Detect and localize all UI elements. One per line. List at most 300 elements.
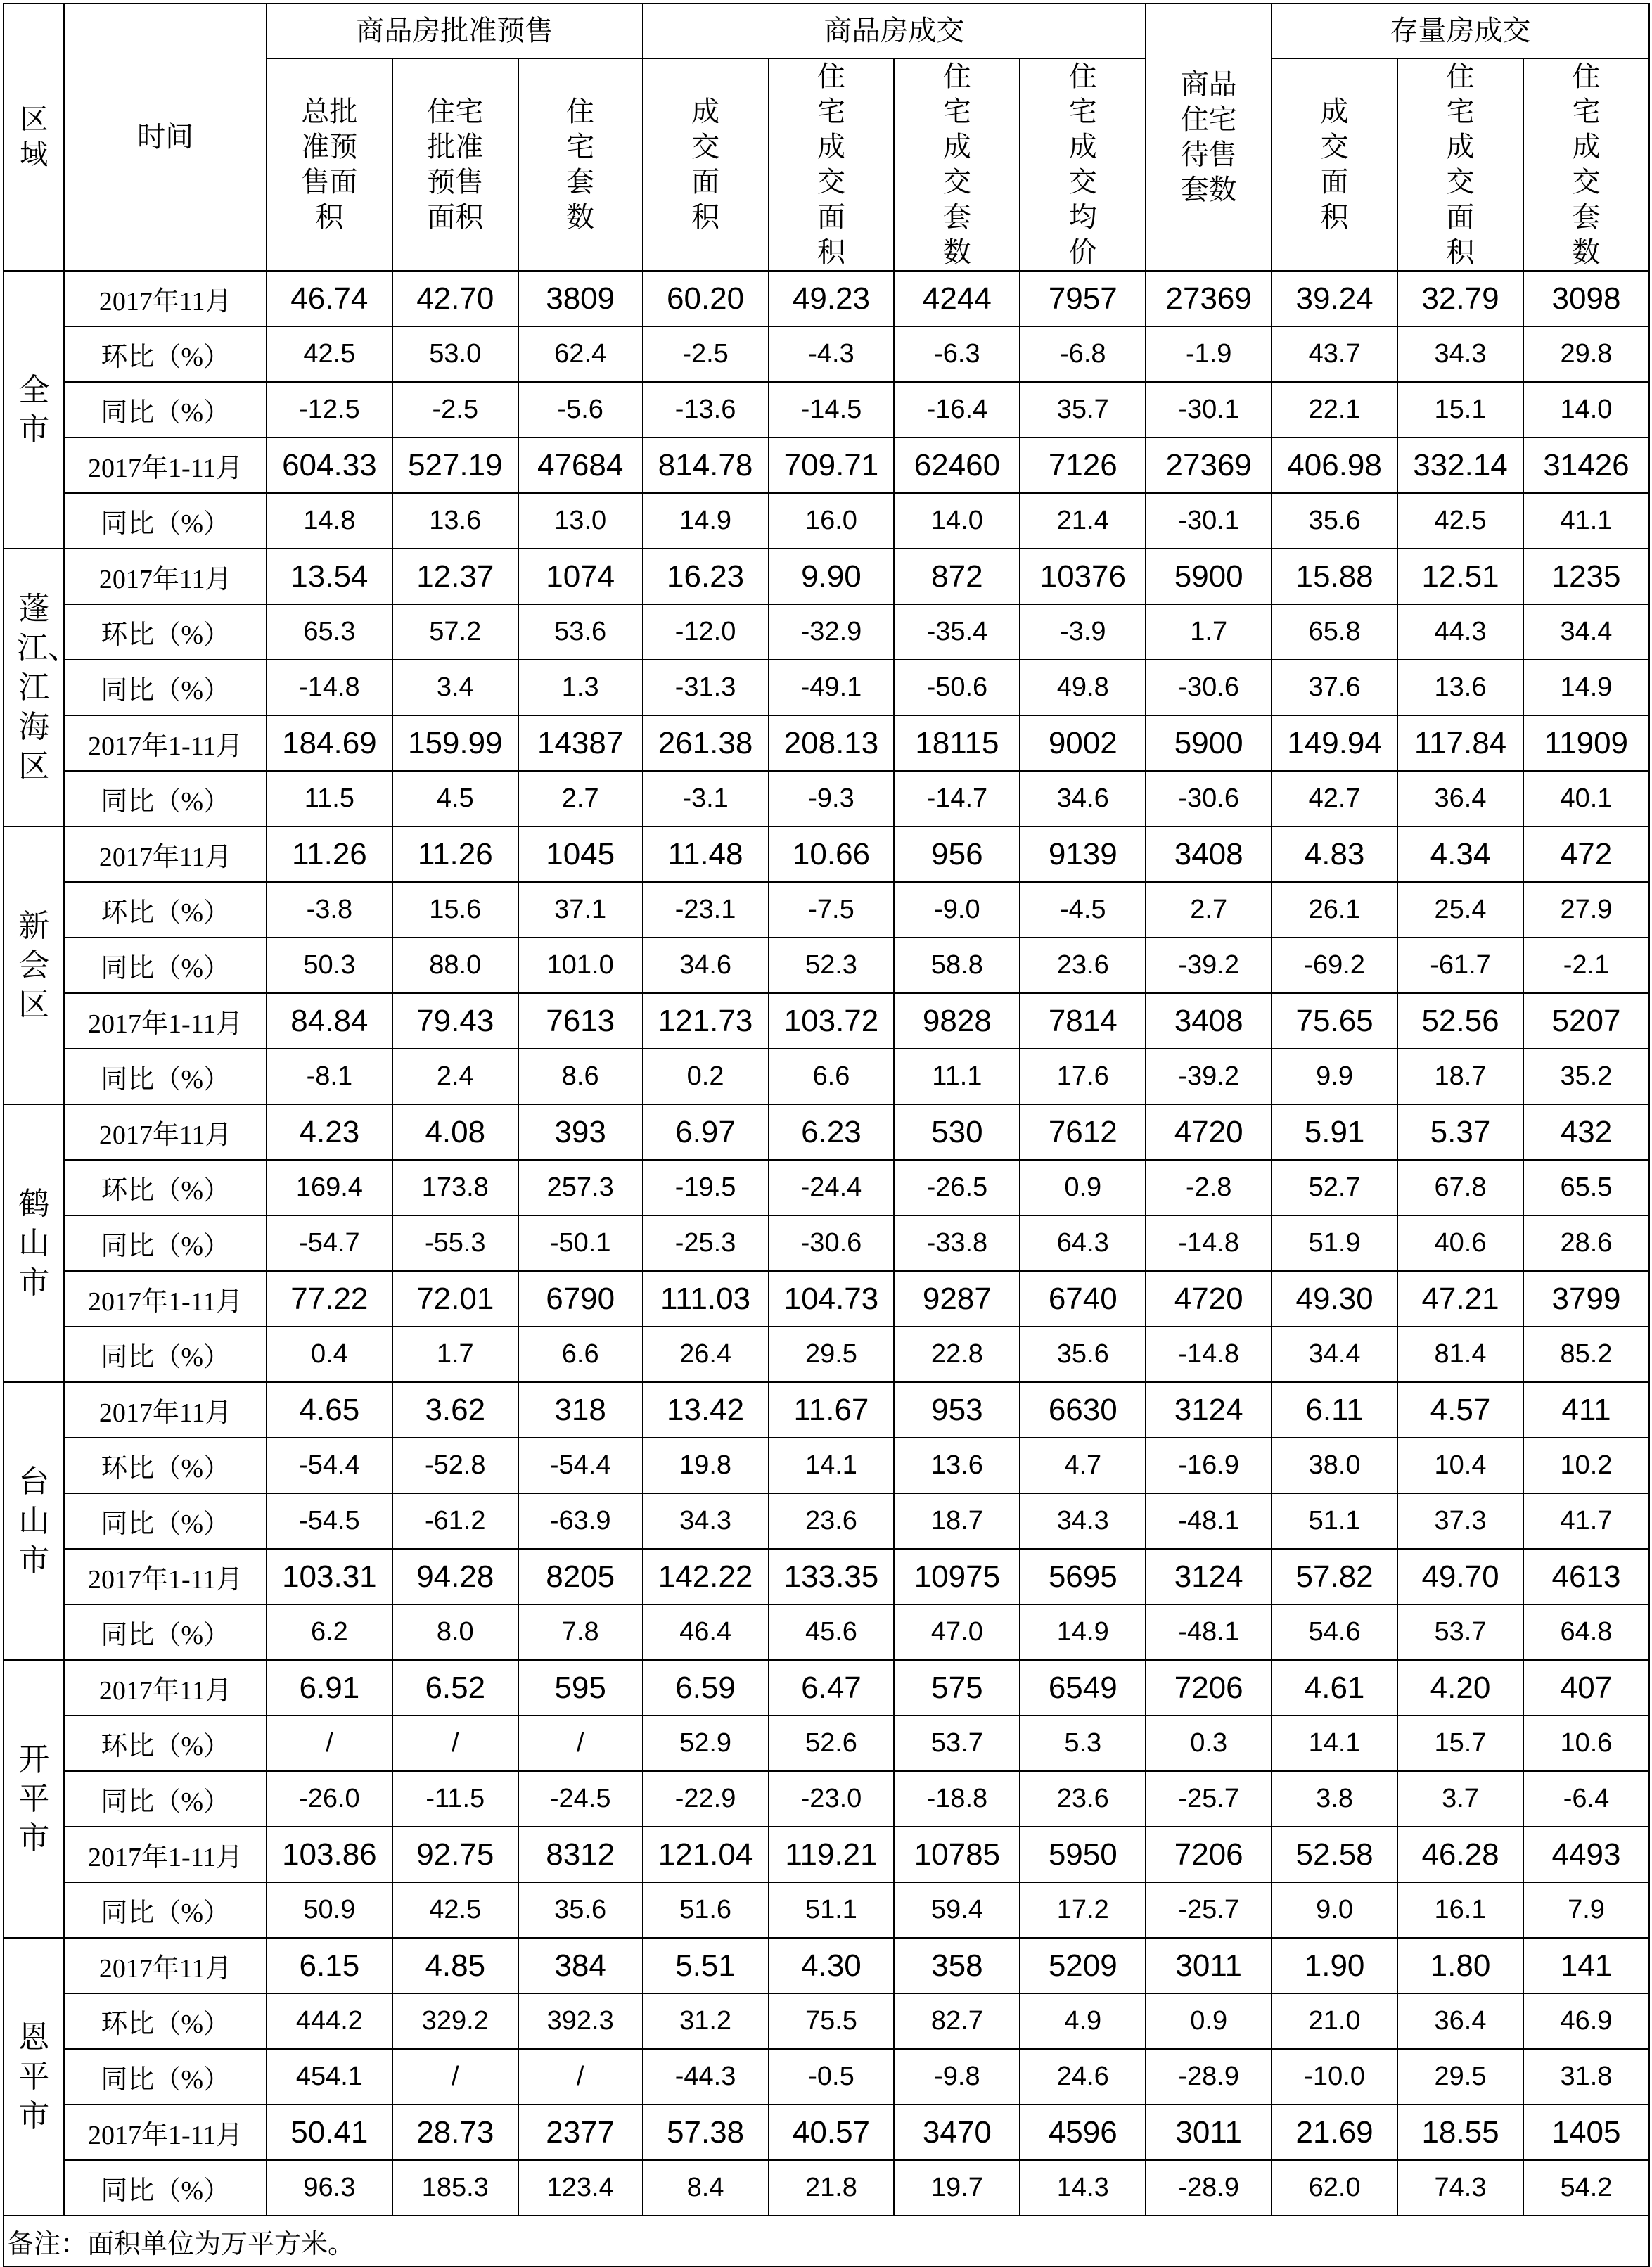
table-cell: 4596 (1020, 2105, 1146, 2160)
table-cell: 4.23 (267, 1104, 392, 1160)
table-cell: -50.1 (518, 1215, 643, 1271)
table-cell: 46.9 (1523, 1993, 1649, 2049)
column-header: 成交面积 (643, 58, 769, 271)
table-cell: 51.6 (643, 1882, 769, 1938)
table-cell: -39.2 (1146, 938, 1272, 993)
table-cell: -14.5 (769, 382, 895, 438)
table-cell: 7126 (1020, 438, 1146, 493)
table-cell: 51.9 (1272, 1215, 1397, 1271)
table-cell: 25.4 (1397, 882, 1523, 938)
table-cell: 41.7 (1523, 1493, 1649, 1549)
table-cell: -6.3 (894, 326, 1020, 382)
table-cell: 16.23 (643, 549, 769, 604)
table-cell: 814.78 (643, 438, 769, 493)
table-cell: 6549 (1020, 1660, 1146, 1716)
table-cell: 47684 (518, 438, 643, 493)
table-cell: 9.9 (1272, 1049, 1397, 1104)
table-cell: 28.73 (392, 2105, 518, 2160)
table-cell: 6.6 (518, 1327, 643, 1382)
table-cell: 1074 (518, 549, 643, 604)
table-cell: -2.1 (1523, 938, 1649, 993)
table-row (4, 1716, 1649, 1771)
table-cell: 18115 (894, 715, 1020, 771)
table-cell: -63.9 (518, 1493, 643, 1549)
table-cell: 14.1 (1272, 1716, 1397, 1771)
table-cell: 6.97 (643, 1104, 769, 1160)
table-cell: 31.2 (643, 1993, 769, 2049)
table-cell: 17.6 (1020, 1049, 1146, 1104)
table-cell: 10975 (894, 1549, 1020, 1604)
table-cell: 92.75 (392, 1827, 518, 1882)
table-cell: 1.7 (1146, 604, 1272, 660)
table-cell: 40.6 (1397, 1215, 1523, 1271)
table-cell: 261.38 (643, 715, 769, 771)
row-period-label: 同比（%） (64, 382, 266, 438)
table-cell: -2.8 (1146, 1160, 1272, 1215)
table-cell: 142.22 (643, 1549, 769, 1604)
row-period-label: 2017年1-11月 (64, 2105, 266, 2160)
header-time: 时间 (64, 4, 266, 271)
table-cell: 10.4 (1397, 1438, 1523, 1493)
table-cell: 13.54 (267, 549, 392, 604)
table-cell: 14.9 (1020, 1604, 1146, 1660)
table-cell: -30.6 (1146, 660, 1272, 715)
table-cell: -14.8 (1146, 1215, 1272, 1271)
table-cell: / (518, 1716, 643, 1771)
table-row (4, 1938, 1649, 1993)
table-cell: 64.8 (1523, 1604, 1649, 1660)
table-cell: 2.7 (518, 771, 643, 826)
table-row (4, 271, 1649, 326)
table-cell: 21.0 (1272, 1993, 1397, 2049)
header-region: 区域 (4, 4, 64, 271)
table-cell: 46.74 (267, 271, 392, 326)
table-cell: -31.3 (643, 660, 769, 715)
table-cell: 42.70 (392, 271, 518, 326)
table-cell: -14.8 (267, 660, 392, 715)
table-cell: 35.7 (1020, 382, 1146, 438)
table-cell: 52.58 (1272, 1827, 1397, 1882)
table-cell: 49.70 (1397, 1549, 1523, 1604)
table-cell: 11.26 (267, 826, 392, 882)
table-cell: 0.3 (1146, 1716, 1272, 1771)
row-period-label: 环比（%） (64, 1438, 266, 1493)
table-cell: 16.0 (769, 493, 895, 549)
table-cell: 36.4 (1397, 1993, 1523, 2049)
table-cell: 34.4 (1523, 604, 1649, 660)
row-period-label: 2017年11月 (64, 1382, 266, 1438)
table-cell: 45.6 (769, 1604, 895, 1660)
table-cell: 21.4 (1020, 493, 1146, 549)
table-cell: 31.8 (1523, 2049, 1649, 2105)
table-cell: 1405 (1523, 2105, 1649, 2160)
table-cell: 3809 (518, 271, 643, 326)
table-row (4, 771, 1649, 826)
row-period-label: 2017年1-11月 (64, 1271, 266, 1327)
table-cell: 18.7 (894, 1493, 1020, 1549)
row-period-label: 环比（%） (64, 326, 266, 382)
row-period-label: 2017年1-11月 (64, 1827, 266, 1882)
table-cell: 6790 (518, 1271, 643, 1327)
table-cell: 5207 (1523, 993, 1649, 1049)
table-cell: 173.8 (392, 1160, 518, 1215)
table-cell: 1.90 (1272, 1938, 1397, 1993)
table-cell: 9.0 (1272, 1882, 1397, 1938)
table-cell: 159.99 (392, 715, 518, 771)
table-cell: 14.1 (769, 1438, 895, 1493)
table-cell: 34.6 (1020, 771, 1146, 826)
table-cell: 5.3 (1020, 1716, 1146, 1771)
row-period-label: 同比（%） (64, 938, 266, 993)
table-cell: 104.73 (769, 1271, 895, 1327)
table-cell: 38.0 (1272, 1438, 1397, 1493)
table-cell: 44.3 (1397, 604, 1523, 660)
table-cell: 4720 (1146, 1271, 1272, 1327)
row-period-label: 同比（%） (64, 1882, 266, 1938)
table-cell: 9287 (894, 1271, 1020, 1327)
table-cell: 58.8 (894, 938, 1020, 993)
row-period-label: 同比（%） (64, 493, 266, 549)
table-cell: 7.8 (518, 1604, 643, 1660)
table-row (4, 993, 1649, 1049)
header-row-groups (4, 4, 1649, 58)
note-row (4, 2216, 1649, 2266)
region-name: 全市 (4, 271, 64, 549)
table-cell: 40.57 (769, 2105, 895, 2160)
table-cell: 149.94 (1272, 715, 1397, 771)
table-cell: -19.5 (643, 1160, 769, 1215)
table-cell: 18.7 (1397, 1049, 1523, 1104)
table-row (4, 1771, 1649, 1827)
table-cell: 6.11 (1272, 1382, 1397, 1438)
table-body (4, 271, 1649, 2216)
table-cell: -30.6 (1146, 771, 1272, 826)
table-cell: -4.5 (1020, 882, 1146, 938)
table-cell: 103.72 (769, 993, 895, 1049)
header-group-new-home-sales: 商品房成交 (643, 4, 1146, 58)
table-cell: -54.4 (518, 1438, 643, 1493)
table-cell: 5209 (1020, 1938, 1146, 1993)
column-header: 住宅套数 (518, 58, 643, 271)
table-cell: 329.2 (392, 1993, 518, 2049)
table-cell: -54.4 (267, 1438, 392, 1493)
table-row (4, 2160, 1649, 2216)
table-cell: 8312 (518, 1827, 643, 1882)
table-cell: -18.8 (894, 1771, 1020, 1827)
table-cell: 4493 (1523, 1827, 1649, 1882)
table-cell: 141 (1523, 1938, 1649, 1993)
table-cell: -28.9 (1146, 2160, 1272, 2216)
table-cell: -23.1 (643, 882, 769, 938)
table-cell: 5.51 (643, 1938, 769, 1993)
table-cell: 393 (518, 1104, 643, 1160)
table-cell: 23.6 (769, 1493, 895, 1549)
table-cell: 62460 (894, 438, 1020, 493)
table-cell: -3.8 (267, 882, 392, 938)
table-cell: 7957 (1020, 271, 1146, 326)
table-cell: 595 (518, 1660, 643, 1716)
table-cell: 53.6 (518, 604, 643, 660)
table-cell: 121.04 (643, 1827, 769, 1882)
table-cell: -32.9 (769, 604, 895, 660)
table-cell: 472 (1523, 826, 1649, 882)
table-cell: 34.3 (643, 1493, 769, 1549)
table-cell: 0.2 (643, 1049, 769, 1104)
table-cell: -13.6 (643, 382, 769, 438)
table-cell: -11.5 (392, 1771, 518, 1827)
table-cell: 10376 (1020, 549, 1146, 604)
table-cell: 9139 (1020, 826, 1146, 882)
region-name: 台山市 (4, 1382, 64, 1660)
table-cell: 11.5 (267, 771, 392, 826)
table-cell: 257.3 (518, 1160, 643, 1215)
table-cell: 14.0 (894, 493, 1020, 549)
table-cell: -6.8 (1020, 326, 1146, 382)
table-cell: -14.7 (894, 771, 1020, 826)
table-cell: 392.3 (518, 1993, 643, 2049)
table-cell: 74.3 (1397, 2160, 1523, 2216)
table-cell: 407 (1523, 1660, 1649, 1716)
table-cell: / (392, 2049, 518, 2105)
table-cell: 5.91 (1272, 1104, 1397, 1160)
table-cell: -10.0 (1272, 2049, 1397, 2105)
table-cell: 4613 (1523, 1549, 1649, 1604)
table-cell: 96.3 (267, 2160, 392, 2216)
table-cell: 46.4 (643, 1604, 769, 1660)
table-cell: 11909 (1523, 715, 1649, 771)
table-cell: 17.2 (1020, 1882, 1146, 1938)
table-cell: 49.23 (769, 271, 895, 326)
table-cell: -2.5 (643, 326, 769, 382)
region-name: 恩平市 (4, 1938, 64, 2216)
table-cell: 19.8 (643, 1438, 769, 1493)
table-cell: 49.8 (1020, 660, 1146, 715)
table-cell: -54.7 (267, 1215, 392, 1271)
table-row (4, 2049, 1649, 2105)
table-cell: 184.69 (267, 715, 392, 771)
table-cell: 432 (1523, 1104, 1649, 1160)
table-cell: 14387 (518, 715, 643, 771)
table-cell: 75.65 (1272, 993, 1397, 1049)
table-cell: 4.5 (392, 771, 518, 826)
table-cell: 36.4 (1397, 771, 1523, 826)
table-cell: 11.67 (769, 1382, 895, 1438)
table-cell: 1045 (518, 826, 643, 882)
row-period-label: 2017年11月 (64, 549, 266, 604)
table-cell: 64.3 (1020, 1215, 1146, 1271)
table-cell: 65.3 (267, 604, 392, 660)
table-cell: 67.8 (1397, 1160, 1523, 1215)
table-cell: 6.2 (267, 1604, 392, 1660)
table-cell: 18.55 (1397, 2105, 1523, 2160)
table-cell: 6.52 (392, 1660, 518, 1716)
table-cell: 8.6 (518, 1049, 643, 1104)
table-cell: 7612 (1020, 1104, 1146, 1160)
table-cell: 13.0 (518, 493, 643, 549)
table-cell: 26.1 (1272, 882, 1397, 938)
table-cell: 50.3 (267, 938, 392, 993)
table-cell: -9.0 (894, 882, 1020, 938)
row-period-label: 2017年11月 (64, 826, 266, 882)
table-cell: 2377 (518, 2105, 643, 2160)
table-cell: 527.19 (392, 438, 518, 493)
table-cell: 37.6 (1272, 660, 1397, 715)
table-cell: 3011 (1146, 1938, 1272, 1993)
table-row (4, 715, 1649, 771)
table-cell: 77.22 (267, 1271, 392, 1327)
table-cell: -55.3 (392, 1215, 518, 1271)
table-row (4, 493, 1649, 549)
row-period-label: 2017年11月 (64, 1660, 266, 1716)
column-header: 总批准预售面积 (267, 58, 392, 271)
table-cell: -48.1 (1146, 1604, 1272, 1660)
table-cell: 43.7 (1272, 326, 1397, 382)
table-cell: 318 (518, 1382, 643, 1438)
table-cell: 10.2 (1523, 1438, 1649, 1493)
table-row (4, 1604, 1649, 1660)
table-row (4, 1271, 1649, 1327)
table-row (4, 1993, 1649, 2049)
table-cell: 37.3 (1397, 1493, 1523, 1549)
table-cell: 12.51 (1397, 549, 1523, 604)
table-cell: 34.3 (1020, 1493, 1146, 1549)
table-cell: 59.4 (894, 1882, 1020, 1938)
table-cell: 7206 (1146, 1660, 1272, 1716)
table-cell: -28.9 (1146, 2049, 1272, 2105)
table-cell: 406.98 (1272, 438, 1397, 493)
column-header: 住宅成交均价 (1020, 58, 1146, 271)
column-header: 住宅成交面积 (1397, 58, 1523, 271)
table-cell: 37.1 (518, 882, 643, 938)
table-cell: 52.9 (643, 1716, 769, 1771)
table-cell: -16.9 (1146, 1438, 1272, 1493)
table-cell: 46.28 (1397, 1827, 1523, 1882)
row-period-label: 环比（%） (64, 1160, 266, 1215)
table-cell: -54.5 (267, 1493, 392, 1549)
table-cell: 11.48 (643, 826, 769, 882)
table-cell: -50.6 (894, 660, 1020, 715)
table-cell: 32.79 (1397, 271, 1523, 326)
table-cell: 49.30 (1272, 1271, 1397, 1327)
table-cell: 15.88 (1272, 549, 1397, 604)
table-cell: 101.0 (518, 938, 643, 993)
table-cell: 41.1 (1523, 493, 1649, 549)
table-cell: 35.6 (518, 1882, 643, 1938)
table-cell: -69.2 (1272, 938, 1397, 993)
table-cell: 29.8 (1523, 326, 1649, 382)
table-cell: 14.9 (1523, 660, 1649, 715)
table-cell: 4720 (1146, 1104, 1272, 1160)
table-cell: 111.03 (643, 1271, 769, 1327)
column-header: 成交面积 (1272, 58, 1397, 271)
table-cell: 6630 (1020, 1382, 1146, 1438)
table-cell: -12.5 (267, 382, 392, 438)
table-cell: 2.7 (1146, 882, 1272, 938)
table-cell: 185.3 (392, 2160, 518, 2216)
table-cell: 103.31 (267, 1549, 392, 1604)
table-cell: 530 (894, 1104, 1020, 1160)
column-header: 住宅成交面积 (769, 58, 895, 271)
table-cell: 1.3 (518, 660, 643, 715)
table-cell: 15.1 (1397, 382, 1523, 438)
table-cell: 5950 (1020, 1827, 1146, 1882)
table-cell: 24.6 (1020, 2049, 1146, 2105)
table-cell: -49.1 (769, 660, 895, 715)
table-cell: 52.6 (769, 1716, 895, 1771)
table-cell: 35.6 (1272, 493, 1397, 549)
row-period-label: 环比（%） (64, 1716, 266, 1771)
table-cell: 22.8 (894, 1327, 1020, 1382)
table-cell: 4.57 (1397, 1382, 1523, 1438)
table-cell: 82.7 (894, 1993, 1020, 2049)
table-cell: 1235 (1523, 549, 1649, 604)
table-cell: 3408 (1146, 993, 1272, 1049)
table-row (4, 1660, 1649, 1716)
table-cell: 54.6 (1272, 1604, 1397, 1660)
table-cell: -14.8 (1146, 1327, 1272, 1382)
table-cell: 11.26 (392, 826, 518, 882)
table-cell: -52.8 (392, 1438, 518, 1493)
table-cell: 953 (894, 1382, 1020, 1438)
table-cell: 12.37 (392, 549, 518, 604)
table-cell: 62.4 (518, 326, 643, 382)
table-row (4, 660, 1649, 715)
table-cell: 47.21 (1397, 1271, 1523, 1327)
table-row (4, 1327, 1649, 1382)
table-cell: 57.38 (643, 2105, 769, 2160)
row-period-label: 同比（%） (64, 1049, 266, 1104)
table-cell: 34.3 (1397, 326, 1523, 382)
row-period-label: 2017年1-11月 (64, 993, 266, 1049)
row-period-label: 同比（%） (64, 2049, 266, 2105)
table-cell: 50.9 (267, 1882, 392, 1938)
table-cell: 411 (1523, 1382, 1649, 1438)
table-cell: 11.1 (894, 1049, 1020, 1104)
row-period-label: 同比（%） (64, 1215, 266, 1271)
table-row (4, 1049, 1649, 1104)
table-cell: -3.1 (643, 771, 769, 826)
table-cell: 872 (894, 549, 1020, 604)
table-cell: -0.5 (769, 2049, 895, 2105)
table-cell: 65.5 (1523, 1160, 1649, 1215)
region-name: 鹤山市 (4, 1104, 64, 1382)
table-cell: 35.2 (1523, 1049, 1649, 1104)
table-cell: 444.2 (267, 1993, 392, 2049)
table-cell: 10.66 (769, 826, 895, 882)
table-cell: 94.28 (392, 1549, 518, 1604)
table-row (4, 1493, 1649, 1549)
housing-data-table (3, 3, 1650, 2267)
table-cell: 133.35 (769, 1549, 895, 1604)
row-period-label: 同比（%） (64, 771, 266, 826)
table-cell: 169.4 (267, 1160, 392, 1215)
table-row (4, 826, 1649, 882)
header-group-resale: 存量房成交 (1272, 4, 1649, 58)
table-cell: 57.2 (392, 604, 518, 660)
row-period-label: 2017年11月 (64, 1938, 266, 1993)
table-cell: 4.34 (1397, 826, 1523, 882)
table-cell: -39.2 (1146, 1049, 1272, 1104)
region-name: 蓬江、江海区 (4, 549, 64, 826)
table-cell: -61.7 (1397, 938, 1523, 993)
table-cell: -24.4 (769, 1160, 895, 1215)
table-cell: -9.8 (894, 2049, 1020, 2105)
table-cell: 5900 (1146, 549, 1272, 604)
table-cell: 23.6 (1020, 1771, 1146, 1827)
table-cell: 3470 (894, 2105, 1020, 2160)
table-cell: 6.23 (769, 1104, 895, 1160)
unit-note: 备注：面积单位为万平方米。 (4, 2216, 1649, 2266)
